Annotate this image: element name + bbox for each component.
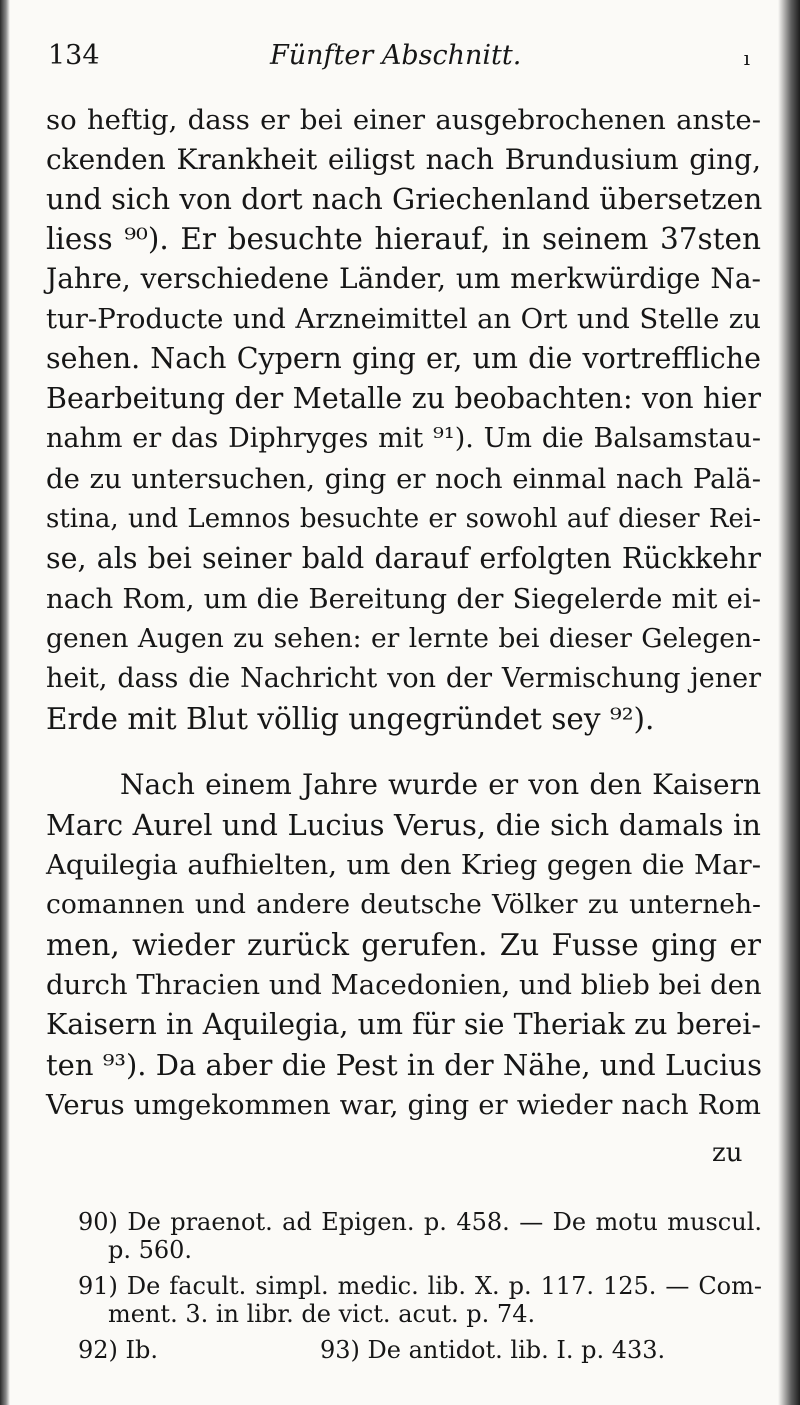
body-line: Kaisern in Aquilegia, um für sie Theriak zu berei-: [46, 1008, 761, 1041]
catchword: zu: [712, 1138, 743, 1168]
body-line: liess ⁹⁰). Er besuchte hierauf, in seinem 37sten: [46, 222, 761, 256]
body-line: und sich von dort nach Griechenland übersetzen: [46, 182, 763, 216]
body-line: Verus umgekommen war, ging er wieder nach Rom: [46, 1089, 761, 1121]
body-line: tur-Producte und Arzneimittel an Ort und Stelle zu: [46, 303, 761, 335]
running-head: Fünfter Abschnitt.: [270, 40, 522, 71]
body-line: comannen und andere deutsche Völker zu unterneh-: [46, 889, 761, 920]
body-line: nach Rom, um die Bereitung der Siegelerde mit ei-: [46, 583, 761, 615]
body-line: genen Augen zu sehen: er lernte bei dieser Gelegen-: [46, 623, 761, 654]
body-line: Bearbeitung der Metalle zu beobachten: von hier: [46, 382, 761, 415]
body-line: stina, und Lemnos besuchte er sowohl auf dieser Rei-: [46, 504, 761, 534]
footnote-91-continued: ment. 3. in libr. de vict. acut. p. 74.: [108, 1300, 536, 1328]
body-line: Jahre, verschiedene Länder, um merkwürdige Na-: [46, 262, 761, 295]
body-line: sehen. Nach Cypern ging er, um die vortreffliche: [46, 342, 761, 375]
body-line: nahm er das Diphryges mit ⁹¹). Um die Balsamstau-: [46, 423, 761, 454]
body-line: Marc Aurel und Lucius Verus, die sich damals in: [46, 808, 761, 842]
footnote-93: 93) De antidot. lib. I. p. 433.: [320, 1336, 666, 1364]
body-line: de zu untersuchen, ging er noch einmal nach Palä-: [46, 463, 761, 495]
page-number: 134: [48, 40, 100, 71]
body-line: durch Thracien und Macedonien, und blieb bei den: [46, 969, 762, 1001]
body-line: se, als bei seiner bald darauf erfolgten Rückkehr: [46, 542, 761, 575]
body-line: Nach einem Jahre wurde er von den Kaisern: [120, 768, 761, 801]
body-line: so heftig, dass er bei einer ausgebrochenen anste-: [46, 104, 761, 136]
body-line: Aquilegia aufhielten, um den Krieg gegen die Mar-: [46, 849, 761, 881]
footnote-90: 90) De praenot. ad Epigen. p. 458. — De motu muscul.: [78, 1208, 762, 1236]
page-edge-shadow-right: [778, 0, 800, 1405]
body-line: Erde mit Blut völlig ungegründet sey ⁹²).: [46, 702, 655, 736]
body-line: ckenden Krankheit eiligst nach Brundusium ging,: [46, 143, 761, 176]
page-edge-shadow-left: [0, 0, 10, 1405]
footnote-90-continued: p. 560.: [108, 1236, 193, 1264]
corner-mark: ı: [743, 46, 750, 70]
body-line: men, wieder zurück gerufen. Zu Fusse ging er: [46, 928, 761, 962]
page-header: [48, 40, 770, 80]
footnote-92: 92) Ib.: [78, 1336, 159, 1364]
body-line: heit, dass die Nachricht von der Vermischung jener: [46, 663, 761, 694]
body-line: ten ⁹³). Da aber die Pest in der Nähe, und Lucius: [46, 1048, 762, 1082]
footnote-91: 91) De facult. simpl. medic. lib. X. p. 117. 125. — Com-: [78, 1272, 762, 1300]
